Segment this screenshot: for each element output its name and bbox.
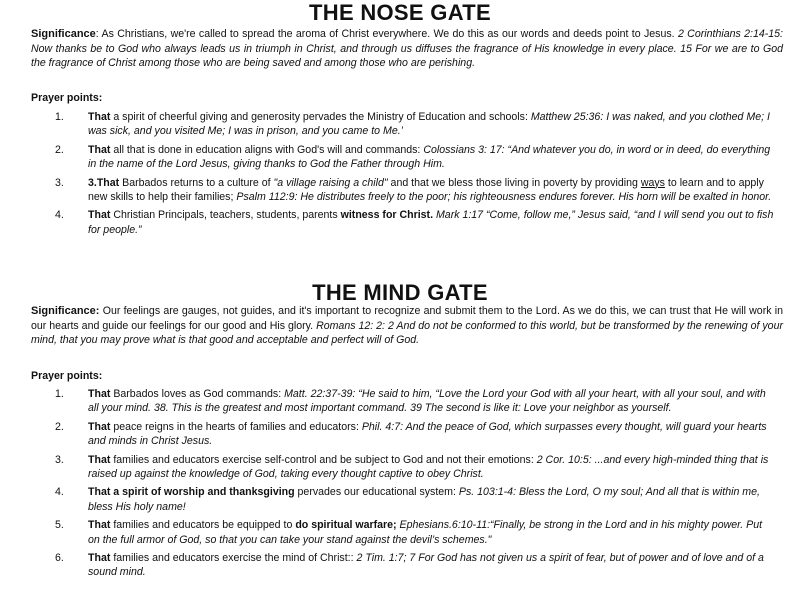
prayer-point — [0, 110, 800, 139]
point-scripture: Ephesians.6:10-11:“Finally, be strong in the Lord and in his mighty power. Put on the full armor of God, so that you can take your stand against the devil’s schemes." — [88, 519, 763, 546]
point-underlined: ways — [640, 176, 665, 189]
point-number: 1. — [55, 111, 64, 123]
prayer-point — [0, 420, 800, 449]
point-lead: That — [88, 209, 111, 222]
significance-text: Our feelings are gauges, not guides, and it's important to recognize and submit them to the Lord. As we do this, we can trust that He will work in our hearts and guide our feelings for our good and His glory. — [31, 305, 783, 332]
point-text: Christian Principals, teachers, students, parents — [110, 209, 341, 222]
nose-prayer-list — [0, 110, 800, 241]
point-text: and that we bless those living in poverty by providing — [387, 176, 641, 189]
point-number: 2. — [55, 420, 64, 433]
prayer-point — [0, 518, 800, 547]
point-lead: That — [88, 519, 111, 532]
point-number: 5. — [55, 519, 64, 532]
point-text: families and educators be equipped to — [110, 519, 296, 532]
mind-prayer-list — [0, 387, 800, 584]
point-text: to learn and to apply new skills to help their families; — [88, 176, 764, 204]
mind-prayer-points-label: Prayer points: — [31, 370, 103, 382]
point-number: 4. — [55, 486, 64, 499]
point-lead: That — [88, 388, 111, 400]
significance-scripture: 2 Corinthians 2:14-15: Now thanks be to God who always leads us in triumph in Christ, and through us diffuses the fragrance of His knowledge in every place. 15 For we are to God the fragrance of Christ among those who are being saved and among those who are perishing. — [31, 28, 783, 70]
prayer-point — [0, 453, 800, 482]
significance-text: : As Christians, we're called to spread the aroma of Christ everywhere. We do this as our words and deeds point to Jesus. — [95, 28, 678, 40]
point-text: families and educators exercise self-control and be subject to God and not their emotions: — [110, 453, 537, 466]
point-number: 1. — [55, 388, 64, 400]
point-scripture: Matthew 25:36: I was naked, and you clothed Me; I was sick, and you visited Me; I was in prison, and you came to Me.’ — [88, 111, 770, 138]
point-number: 6. — [55, 552, 64, 565]
prayer-point — [0, 387, 800, 416]
point-scripture: 2 Cor. 10:5: ...and every high-minded thing that is raised up against the knowledge of God, taking every thought captive to obey Christ. — [88, 453, 769, 481]
point-number: 2. — [55, 143, 64, 156]
point-text: Barbados loves as God commands: — [110, 388, 285, 400]
point-text: pervades our educational system: — [294, 486, 459, 499]
point-scripture: Matt. 22:37-39: “He said to him, “Love the Lord your God with all your heart, with all your soul, and with all your mind. 38. This is the greatest and most important command. 39 The second is like it: Love your neighbor as yourself. — [88, 388, 766, 415]
prayer-point — [0, 143, 800, 172]
point-scripture: Psalm 112:9: He distributes freely to the poor; his righteousness endures forever. His horn will be exalted in honor. — [236, 191, 772, 204]
point-lead: That — [88, 143, 111, 156]
point-quote: "a village raising a child" — [273, 176, 388, 189]
mind-gate-title: THE MIND GATE — [312, 280, 488, 305]
point-emphasis: do spiritual warfare; — [295, 519, 397, 532]
point-scripture: Colossians 3: 17: “And whatever you do, in word or in deed, do everything in the name of the Lord Jesus, giving thanks to God the Father through Him. — [88, 143, 771, 171]
point-number: 3. — [55, 176, 64, 189]
prayer-point — [0, 176, 800, 205]
point-number: 3. — [55, 453, 64, 466]
significance-label: Significance: — [31, 305, 100, 317]
point-scripture: 2 Tim. 1:7; 7 For God has not given us a spirit of fear, but of power and of love and of a sound mind. — [88, 552, 764, 579]
point-lead: That — [88, 111, 111, 123]
point-lead: That a spirit of worship and thanksgiving — [88, 486, 295, 499]
point-text: a spirit of cheerful giving and generosity pervades the Ministry of Education and schools: — [110, 111, 531, 123]
mind-significance — [31, 304, 783, 348]
point-emphasis: witness for Christ. — [340, 209, 434, 222]
point-text: Barbados returns to a culture of — [119, 176, 274, 189]
nose-significance — [31, 27, 783, 71]
point-text: all that is done in education aligns with God's will and commands: — [110, 143, 424, 156]
point-scripture: Ps. 103:1-4: Bless the Lord, O my soul; And all that is within me, bless His holy name! — [88, 486, 760, 513]
prayer-point — [0, 208, 800, 237]
point-lead: 3.That — [88, 176, 120, 189]
prayer-point — [0, 551, 800, 580]
prayer-point — [0, 485, 800, 514]
point-scripture: Mark 1:17 “Come, follow me,” Jesus said, “and I will send you out to fish for people.” — [88, 209, 774, 236]
point-number: 4. — [55, 209, 64, 222]
point-lead: That — [88, 453, 111, 466]
nose-prayer-points-label: Prayer points: — [31, 92, 103, 104]
point-lead: That — [88, 552, 111, 565]
point-scripture: Phil. 4:7: And the peace of God, which surpasses every thought, will guard your hearts and minds in Christ Jesus. — [88, 420, 767, 448]
point-lead: That — [88, 420, 111, 433]
nose-gate-title: THE NOSE GATE — [309, 0, 491, 25]
point-text: peace reigns in the hearts of families and educators: — [110, 420, 362, 433]
significance-label: Significance — [31, 28, 96, 40]
significance-scripture: Romans 12: 2: 2 And do not be conformed to this world, but be transformed by the renewing of your mind, that you may prove what is that good and acceptable and perfect will of God. — [31, 319, 783, 347]
point-text: families and educators exercise the mind of Christ:: — [110, 552, 357, 565]
